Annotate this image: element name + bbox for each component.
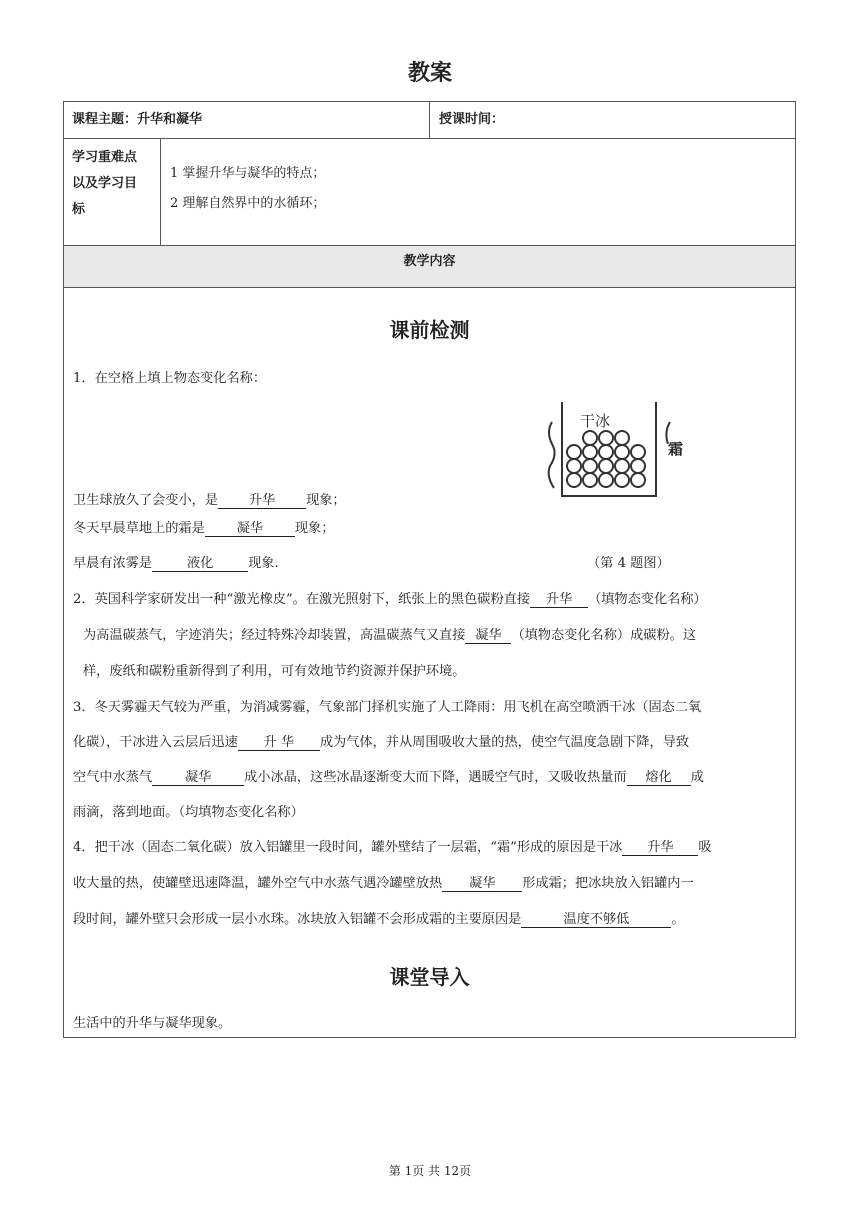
q2-l1-text: （填物态变化名称） bbox=[588, 592, 707, 607]
q4-l2-text: 收大量的热，使罐壁迅速降温，罐外空气中水蒸气遇冷罐壁放热 bbox=[73, 876, 443, 891]
q4-line-3 bbox=[73, 908, 685, 928]
q3-l3-text: 成 bbox=[690, 770, 704, 785]
dry-ice-pellet bbox=[615, 473, 629, 487]
dry-ice-pellet bbox=[583, 473, 597, 487]
q4-line-1 bbox=[73, 836, 712, 856]
dry-ice-pellet bbox=[567, 459, 581, 473]
header-row bbox=[63, 101, 796, 138]
q2-l2-text: 为高温碳蒸气，字迹消失；经过特殊冷却装置，高温碳蒸气又直接 bbox=[83, 628, 466, 643]
fig-label-frost: 霜 bbox=[668, 440, 684, 458]
answer-blank: 凝华 bbox=[205, 522, 295, 537]
dry-ice-pellet bbox=[567, 445, 581, 459]
dry-ice-pellet bbox=[583, 459, 597, 473]
q3-l3-text: 空气中水蒸气 bbox=[73, 770, 153, 785]
answer-blank: 凝华 bbox=[152, 771, 244, 786]
q3-l2-text: 成为气体，并从周围吸收大量的热，使空气温度急剧下降，导致 bbox=[319, 735, 690, 750]
main-content bbox=[63, 287, 796, 1038]
q2-line-3: 样，废纸和碳粉重新得到了利用，可有效地节约资源并保护环境。 bbox=[83, 664, 466, 679]
q1-l1-text: 现象； bbox=[306, 493, 346, 508]
q4-line-2 bbox=[73, 872, 694, 892]
dry-ice-pellet bbox=[567, 473, 581, 487]
objectives-label bbox=[64, 139, 161, 245]
objectives-list bbox=[162, 159, 325, 219]
intro-heading: 课堂导入 bbox=[389, 965, 470, 989]
course-topic: 课程主题：升华和凝华 bbox=[64, 102, 430, 138]
q2-line-1 bbox=[73, 588, 707, 608]
q1-line-2 bbox=[73, 517, 334, 537]
content-header-row bbox=[63, 245, 796, 287]
dry-ice-figure bbox=[544, 392, 696, 504]
answer-blank: 熔化 bbox=[627, 771, 691, 786]
q4-l2-text: 形成霜；把冰块放入铝罐内一 bbox=[522, 876, 694, 891]
dry-ice-pellet bbox=[631, 445, 645, 459]
answer-blank: 升华 bbox=[530, 593, 588, 608]
q2-l2-text: （填物态变化名称）成碳粉。这 bbox=[511, 628, 697, 643]
dry-ice-pellet bbox=[631, 459, 645, 473]
q3-l3-text: 成小冰晶，这些冰晶逐渐变大而下降，遇暖空气时，又吸收热量而 bbox=[244, 770, 627, 785]
answer-blank: 温度不够低 bbox=[521, 913, 671, 928]
q3-line-4: 雨滴，落到地面。（均填物态变化名称） bbox=[73, 805, 304, 820]
q1-l2-text: 冬天早晨草地上的霜是 bbox=[73, 521, 205, 536]
pre-check-heading: 课前检测 bbox=[389, 318, 470, 342]
page-footer: 第 1页 共 12页 bbox=[388, 1164, 472, 1178]
document-title: 教案 bbox=[407, 61, 452, 86]
dry-ice-pellet bbox=[615, 431, 629, 445]
answer-blank: 液化 bbox=[152, 557, 248, 572]
lesson-time: 授课时间： bbox=[439, 112, 505, 127]
q3-line-3 bbox=[73, 766, 704, 786]
dry-ice-pellet bbox=[599, 473, 613, 487]
content-header: 教学内容 bbox=[403, 254, 456, 269]
q3-line-1: 3．冬天雾霾天气较为严重，为消减雾霾，气象部门择机实施了人工降雨：用飞机在高空喷洒干冰（固态二氧 bbox=[73, 700, 702, 715]
q3-l2-text: 化碳），干冰进入云层后迅速 bbox=[73, 735, 238, 750]
figure-caption: （第 4 题图） bbox=[587, 556, 670, 571]
q3-line-2 bbox=[73, 731, 689, 751]
objectives-label-line: 标 bbox=[72, 202, 86, 217]
fig-label-dry-ice: 干冰 bbox=[580, 412, 611, 430]
q1-l1-text: 卫生球放久了会变小，是 bbox=[73, 493, 219, 508]
objectives-label-line: 以及学习目 bbox=[72, 176, 138, 191]
answer-blank: 凝华 bbox=[465, 629, 511, 644]
q1-l2-text: 现象； bbox=[294, 521, 335, 536]
dry-ice-pellet bbox=[599, 431, 613, 445]
dry-ice-pellet bbox=[583, 445, 597, 459]
dry-ice-pellet bbox=[599, 445, 613, 459]
answer-blank: 凝华 bbox=[442, 877, 522, 892]
q1-l3-text: 早晨有浓雾是 bbox=[73, 556, 153, 571]
objectives-row bbox=[63, 138, 796, 245]
q2-line-2 bbox=[83, 624, 696, 644]
q1-line-1 bbox=[73, 489, 346, 509]
answer-blank: 升华 bbox=[218, 494, 306, 509]
dry-ice-pellet bbox=[631, 473, 645, 487]
intro-text: 生活中的升华与凝华现象。 bbox=[73, 1016, 232, 1031]
q4-l1-text: 4．把干冰（固态二氧化碳）放入铝罐里一段时间，罐外壁结了一层霜，“霜”形成的原因是干冰 bbox=[73, 840, 623, 855]
objective-item: 2 理解自然界中的水循环； bbox=[170, 196, 326, 211]
q4-l1-text: 吸 bbox=[698, 840, 712, 855]
q4-l3-text: 。 bbox=[671, 912, 685, 927]
q1-l3-text: 现象. bbox=[248, 556, 279, 571]
q2-l1-text: 2．英国科学家研发出一种“激光橡皮”。在激光照射下，纸张上的黑色碳粉直接 bbox=[73, 592, 531, 607]
q4-l3-text: 段时间，罐外壁只会形成一层小水珠。冰块放入铝罐不会形成霜的主要原因是 bbox=[73, 912, 522, 927]
dry-ice-pellet bbox=[599, 459, 613, 473]
q1-line-3 bbox=[73, 552, 279, 572]
dry-ice-pellet bbox=[615, 459, 629, 473]
q1-intro: 1．在空格上填上物态变化名称： bbox=[73, 371, 267, 386]
answer-blank: 升 华 bbox=[238, 736, 320, 751]
dry-ice-pellet bbox=[615, 445, 629, 459]
answer-blank: 升华 bbox=[622, 841, 698, 856]
dry-ice-pellet bbox=[583, 431, 597, 445]
objectives-label-line: 学习重难点 bbox=[72, 150, 138, 165]
objective-item: 1 掌握升华与凝华的特点； bbox=[170, 166, 326, 181]
